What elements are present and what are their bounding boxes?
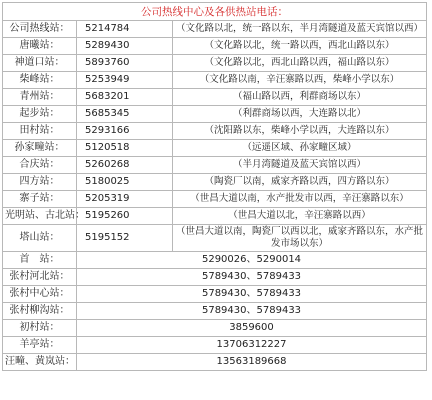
- service-area: （文化路以北，统一路以东，半月湾隧道及蓝天宾馆以西）: [173, 21, 427, 38]
- service-area: （文化路以北，统一路以西，西北山路以东）: [173, 38, 427, 55]
- station-name: 张村河北站：: [3, 269, 77, 286]
- station-phone: 5195152: [77, 225, 173, 252]
- station-phone: 5685345: [77, 106, 173, 123]
- station-name: 唐曦站：: [3, 38, 77, 55]
- table-row: [3, 337, 427, 354]
- table-row: [3, 208, 427, 225]
- table-row: [3, 303, 427, 320]
- station-phone: 5180025: [77, 174, 173, 191]
- service-area: （远遥区域、孙家疃区域）: [173, 140, 427, 157]
- station-phone: 5214784: [77, 21, 173, 38]
- table-title: 公司热线中心及各供热站电话：: [3, 3, 427, 21]
- table-row: [3, 21, 427, 38]
- station-phone: 5683201: [77, 89, 173, 106]
- station-phone: 5120518: [77, 140, 173, 157]
- table-row: [3, 106, 427, 123]
- service-area: （文化路以北，西北山路以西，福山路以东）: [173, 55, 427, 72]
- heat-station-phone-table: [2, 2, 427, 371]
- table-row: [3, 269, 427, 286]
- station-name: 合庆站：: [3, 157, 77, 174]
- station-name: 光明站、古北站：: [3, 208, 77, 225]
- service-area: （半月湾隧道及蓝天宾馆以西）: [173, 157, 427, 174]
- table-row: [3, 320, 427, 337]
- table-row: [3, 140, 427, 157]
- station-phone: 5195260: [77, 208, 173, 225]
- station-name: 寨子站：: [3, 191, 77, 208]
- table-row: [3, 55, 427, 72]
- service-area: （世昌大道以南，水产批发市以西，辛汪寨路以东）: [173, 191, 427, 208]
- title-row: [3, 3, 427, 21]
- station-phone: 3859600: [77, 320, 427, 337]
- service-area: （利群商场以西，大连路以北）: [173, 106, 427, 123]
- station-name: 塔山站：: [3, 225, 77, 252]
- station-name: 孙家疃站：: [3, 140, 77, 157]
- service-area: （世昌大道以北，辛汪寨路以西）: [173, 208, 427, 225]
- station-phone: 5789430、5789433: [77, 286, 427, 303]
- station-name: 田村站：: [3, 123, 77, 140]
- table-body: [3, 3, 427, 371]
- table-row: [3, 38, 427, 55]
- service-area: （沈阳路以东，柴峰小学以西，大连路以东）: [173, 123, 427, 140]
- station-name: 初村站：: [3, 320, 77, 337]
- station-name: 起步站：: [3, 106, 77, 123]
- station-name: 羊亭站：: [3, 337, 77, 354]
- station-phone: 5789430、5789433: [77, 303, 427, 320]
- table-row: [3, 286, 427, 303]
- table-row: [3, 123, 427, 140]
- service-area: （世昌大道以南，陶瓷厂以西以北，威家齐路以东，水产批发市场以东）: [173, 225, 427, 252]
- table-row: [3, 89, 427, 106]
- table-row: [3, 174, 427, 191]
- station-name: 四方站：: [3, 174, 77, 191]
- station-phone: 5789430、5789433: [77, 269, 427, 286]
- station-name: 张村中心站：: [3, 286, 77, 303]
- station-phone: 13706312227: [77, 337, 427, 354]
- station-name: 神道口站：: [3, 55, 77, 72]
- table-row: [3, 252, 427, 269]
- station-name: 首 站：: [3, 252, 77, 269]
- station-phone: 5260268: [77, 157, 173, 174]
- station-phone: 5205319: [77, 191, 173, 208]
- station-phone: 5289430: [77, 38, 173, 55]
- table-row: [3, 354, 427, 371]
- station-phone: 13563189668: [77, 354, 427, 371]
- service-area: （陶瓷厂以南，威家齐路以西，四方路以东）: [173, 174, 427, 191]
- table-row: [3, 72, 427, 89]
- table-row: [3, 157, 427, 174]
- station-name: 张村柳沟站：: [3, 303, 77, 320]
- station-phone: 5893760: [77, 55, 173, 72]
- station-phone: 5253949: [77, 72, 173, 89]
- heat-station-table-container: [2, 2, 426, 371]
- station-phone: 5293166: [77, 123, 173, 140]
- station-name: 汪疃、黄岚站：: [3, 354, 77, 371]
- station-name: 柴峰站：: [3, 72, 77, 89]
- service-area: （福山路以西，利群商场以东）: [173, 89, 427, 106]
- station-phone: 5290026、5290014: [77, 252, 427, 269]
- service-area: （文化路以南，辛汪寨路以西，柴峰小学以东）: [173, 72, 427, 89]
- station-name: 青州站：: [3, 89, 77, 106]
- table-row: [3, 225, 427, 252]
- station-name: 公司热线站：: [3, 21, 77, 38]
- table-row: [3, 191, 427, 208]
